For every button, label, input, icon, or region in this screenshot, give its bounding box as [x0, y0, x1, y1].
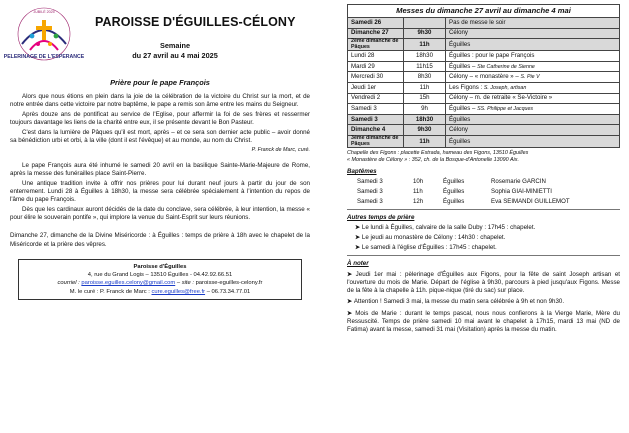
table-row: Dimanche 4 9h30 Célony — [348, 125, 620, 136]
contact-cure: M. le curé : P. Franck de Marc : cure.eguilles@free.fr – 06.73.34.77.01 — [69, 288, 251, 295]
email-link[interactable]: paroisse.eguilles.celony@gmail.com — [81, 280, 176, 287]
table-row: Vendredi 2 15h Célony – m. de retraite « Se-Victoire » — [348, 93, 620, 104]
bullet-arrow-icon: ➤ — [347, 309, 356, 317]
contact-address: 4, rue du Grand Logis – 13510 Éguilles - 04.42.92.66.51 — [87, 271, 233, 278]
masses-caption: Messes du dimanche 27 avril au dimanche 4 mai — [348, 5, 620, 18]
bullet-arrow-icon: ➤ — [355, 234, 362, 242]
svg-text:JUBILÉ 2025: JUBILÉ 2025 — [33, 10, 55, 14]
bullet-arrow-icon: ➤ — [347, 298, 354, 306]
news-paragraph-1: Le pape François aura été inhumé le samedi 20 avril en la basilique Sainte-Marie-Majeure de Rome, après la messe des funérailles place Saint-Pierre. — [10, 162, 310, 178]
table-row: Lundi 28 18h30 Éguilles : pour le pape François — [348, 51, 620, 62]
note-item-2: ➤ Attention ! Samedi 3 mai, la messe du matin sera célébrée à 9h et non 9h30. — [347, 298, 565, 306]
cure-email-link[interactable]: cure.eguilles@free.fr — [151, 288, 206, 295]
list-item: Samedi 3 10h Éguilles Rosemarie GARCIN — [357, 178, 546, 186]
table-row: Dimanche 27 9h30 Célony — [348, 28, 620, 39]
notes-title: À noter — [347, 260, 369, 268]
table-row: Mardi 29 11h15 Éguilles – Ste Catherine de Sienne — [348, 61, 620, 72]
prayer-title: Prière pour le pape François — [110, 78, 210, 87]
list-item: ➤ Le jeudi au monastère de Célony : 14h30 : chapelet. — [355, 234, 506, 242]
list-item: Samedi 3 11h Éguilles Sophia GIAI-MINIETTI — [357, 188, 552, 196]
table-row: Mercredi 30 8h30 Célony – « monastère » – S. Pie V — [348, 72, 620, 83]
news-paragraph-3: Dès que les cardinaux auront décidés de la date du conclave, sera célébrée, à leur intention, la messe « pour élire le souverain pontife », qui implore la venue du Saint-Esprit sur leurs réunions. — [10, 206, 310, 222]
table-row: 3ème dimanche de Pâques 11h Éguilles — [348, 136, 620, 148]
list-item: Samedi 3 12h Éguilles Eva SEIMANDI GUILLEMOT — [357, 198, 570, 206]
prayer-paragraph-1: Alors que nous étions en plein dans la joie de la célébration de la victoire du Christ sur la mort, et de notre entrée dans cette victoire par notre baptême, le pape a remis son âme entre les mains du Seigneur. — [10, 92, 310, 108]
contact-box — [18, 259, 302, 301]
news-paragraph-4: Dimanche 27, dimanche de la Divine Miséricorde : à Éguilles : temps de prière à 18h avec le chapelet de la Miséricorde et la prière des vêpres. — [10, 232, 310, 248]
prayer-paragraph-2: Après douze ans de pontificat au service de l'Eglise, pour affermir la foi de ses frères et ressermer toujours davantage les liens de la charité entre eux, il se présente devant le Bon Pasteur. — [10, 110, 310, 126]
left-column — [3, 4, 310, 300]
note-item-1: ➤ Jeudi 1er mai : pèlerinage d'Éguilles aux Figons, pour la fête de saint Joseph artisan et l'ouverture du mois de Marie. Départ de l'église à 9h30, parcours à pied jusqu'aux Figons. Messe de la fête à la chapelle à 11h. pique-nique (tiré du sac) sur place. — [347, 271, 620, 295]
right-column — [347, 4, 620, 334]
masses-note: Chapelle des Figons : placette Estrada, hameau des Figons, 13510 Éguilles « Monastère de Célony » : 352, ch. de la Bosque-d'Antonelle 13090 Aix. — [347, 150, 529, 164]
week-title: Semaine du 27 avril au 4 mai 2025 — [132, 41, 218, 60]
prayer-paragraph-3: C'est dans la lumière de Pâques qu'il est mort, après – et ce sera son dernier acte public – avoir donné sa bénédiction urbi et orbi, à la ville (dont il est l'évêque) et au monde, au nom du Christ. — [10, 128, 310, 144]
parish-title: PAROISSE D'ÉGUILLES-CÉLONY — [95, 15, 296, 29]
bullet-arrow-icon: ➤ — [355, 224, 362, 232]
bullet-arrow-icon: ➤ — [347, 271, 356, 279]
baptemes-title: Baptêmes — [347, 168, 377, 176]
svg-text:PELERINAGE DE L'ESPERANCE: PELERINAGE DE L'ESPERANCE — [3, 54, 85, 60]
table-row: 2ème dimanche de Pâques 11h Éguilles — [348, 39, 620, 51]
prayer-times-title: Autres temps de prière — [347, 213, 415, 221]
site-link[interactable]: paroisse-eguilles-celony.fr — [195, 280, 263, 287]
masses-table — [347, 4, 620, 148]
news-paragraph-2: Une antique tradition invite à offrir nos prières pour lui durant neuf jours à partir du jour de son enterrement. Lundi 28 à Éguilles à 18h30, la messe sera célébrée spécialement à l'intention du repos de l'âme du pape François. — [10, 180, 310, 204]
table-row: Jeudi 1er 11h Les Figons : S. Joseph, artisan — [348, 83, 620, 94]
list-item: ➤ Le samedi à l'église d'Éguilles : 17h45 : chapelet. — [355, 244, 497, 252]
header — [3, 4, 310, 66]
table-row: Samedi 3 9h Éguilles – SS. Philippe et Jacques — [348, 104, 620, 115]
bullet-arrow-icon: ➤ — [355, 244, 362, 252]
table-row: Samedi 26 Pas de messe le soir — [348, 18, 620, 29]
prayer-signature: P. Franck de Marc, curé. — [251, 147, 310, 153]
contact-name: Paroisse d'Éguilles — [133, 263, 187, 270]
list-item: ➤ Le lundi à Éguilles, calvaire de la salle Duby : 17h45 : chapelet. — [355, 224, 536, 232]
note-item-3: ➤ Mois de Marie : durant le temps pascal, nous nous confierons à la Vierge Marie, Mère du Ressuscité. Temps de prière samedi 10 mai avant le chapelet à 17h15, mardi 13 mai (ND de Fatima) avant la messe, samedi 31 mai (Visitation) après la messe du matin. — [347, 309, 620, 333]
contact-links: courriel : paroisse.eguilles.celony@gmail.com – site : paroisse-eguilles-celony.fr — [57, 280, 263, 287]
table-row: Samedi 3 18h30 Éguilles — [348, 114, 620, 125]
